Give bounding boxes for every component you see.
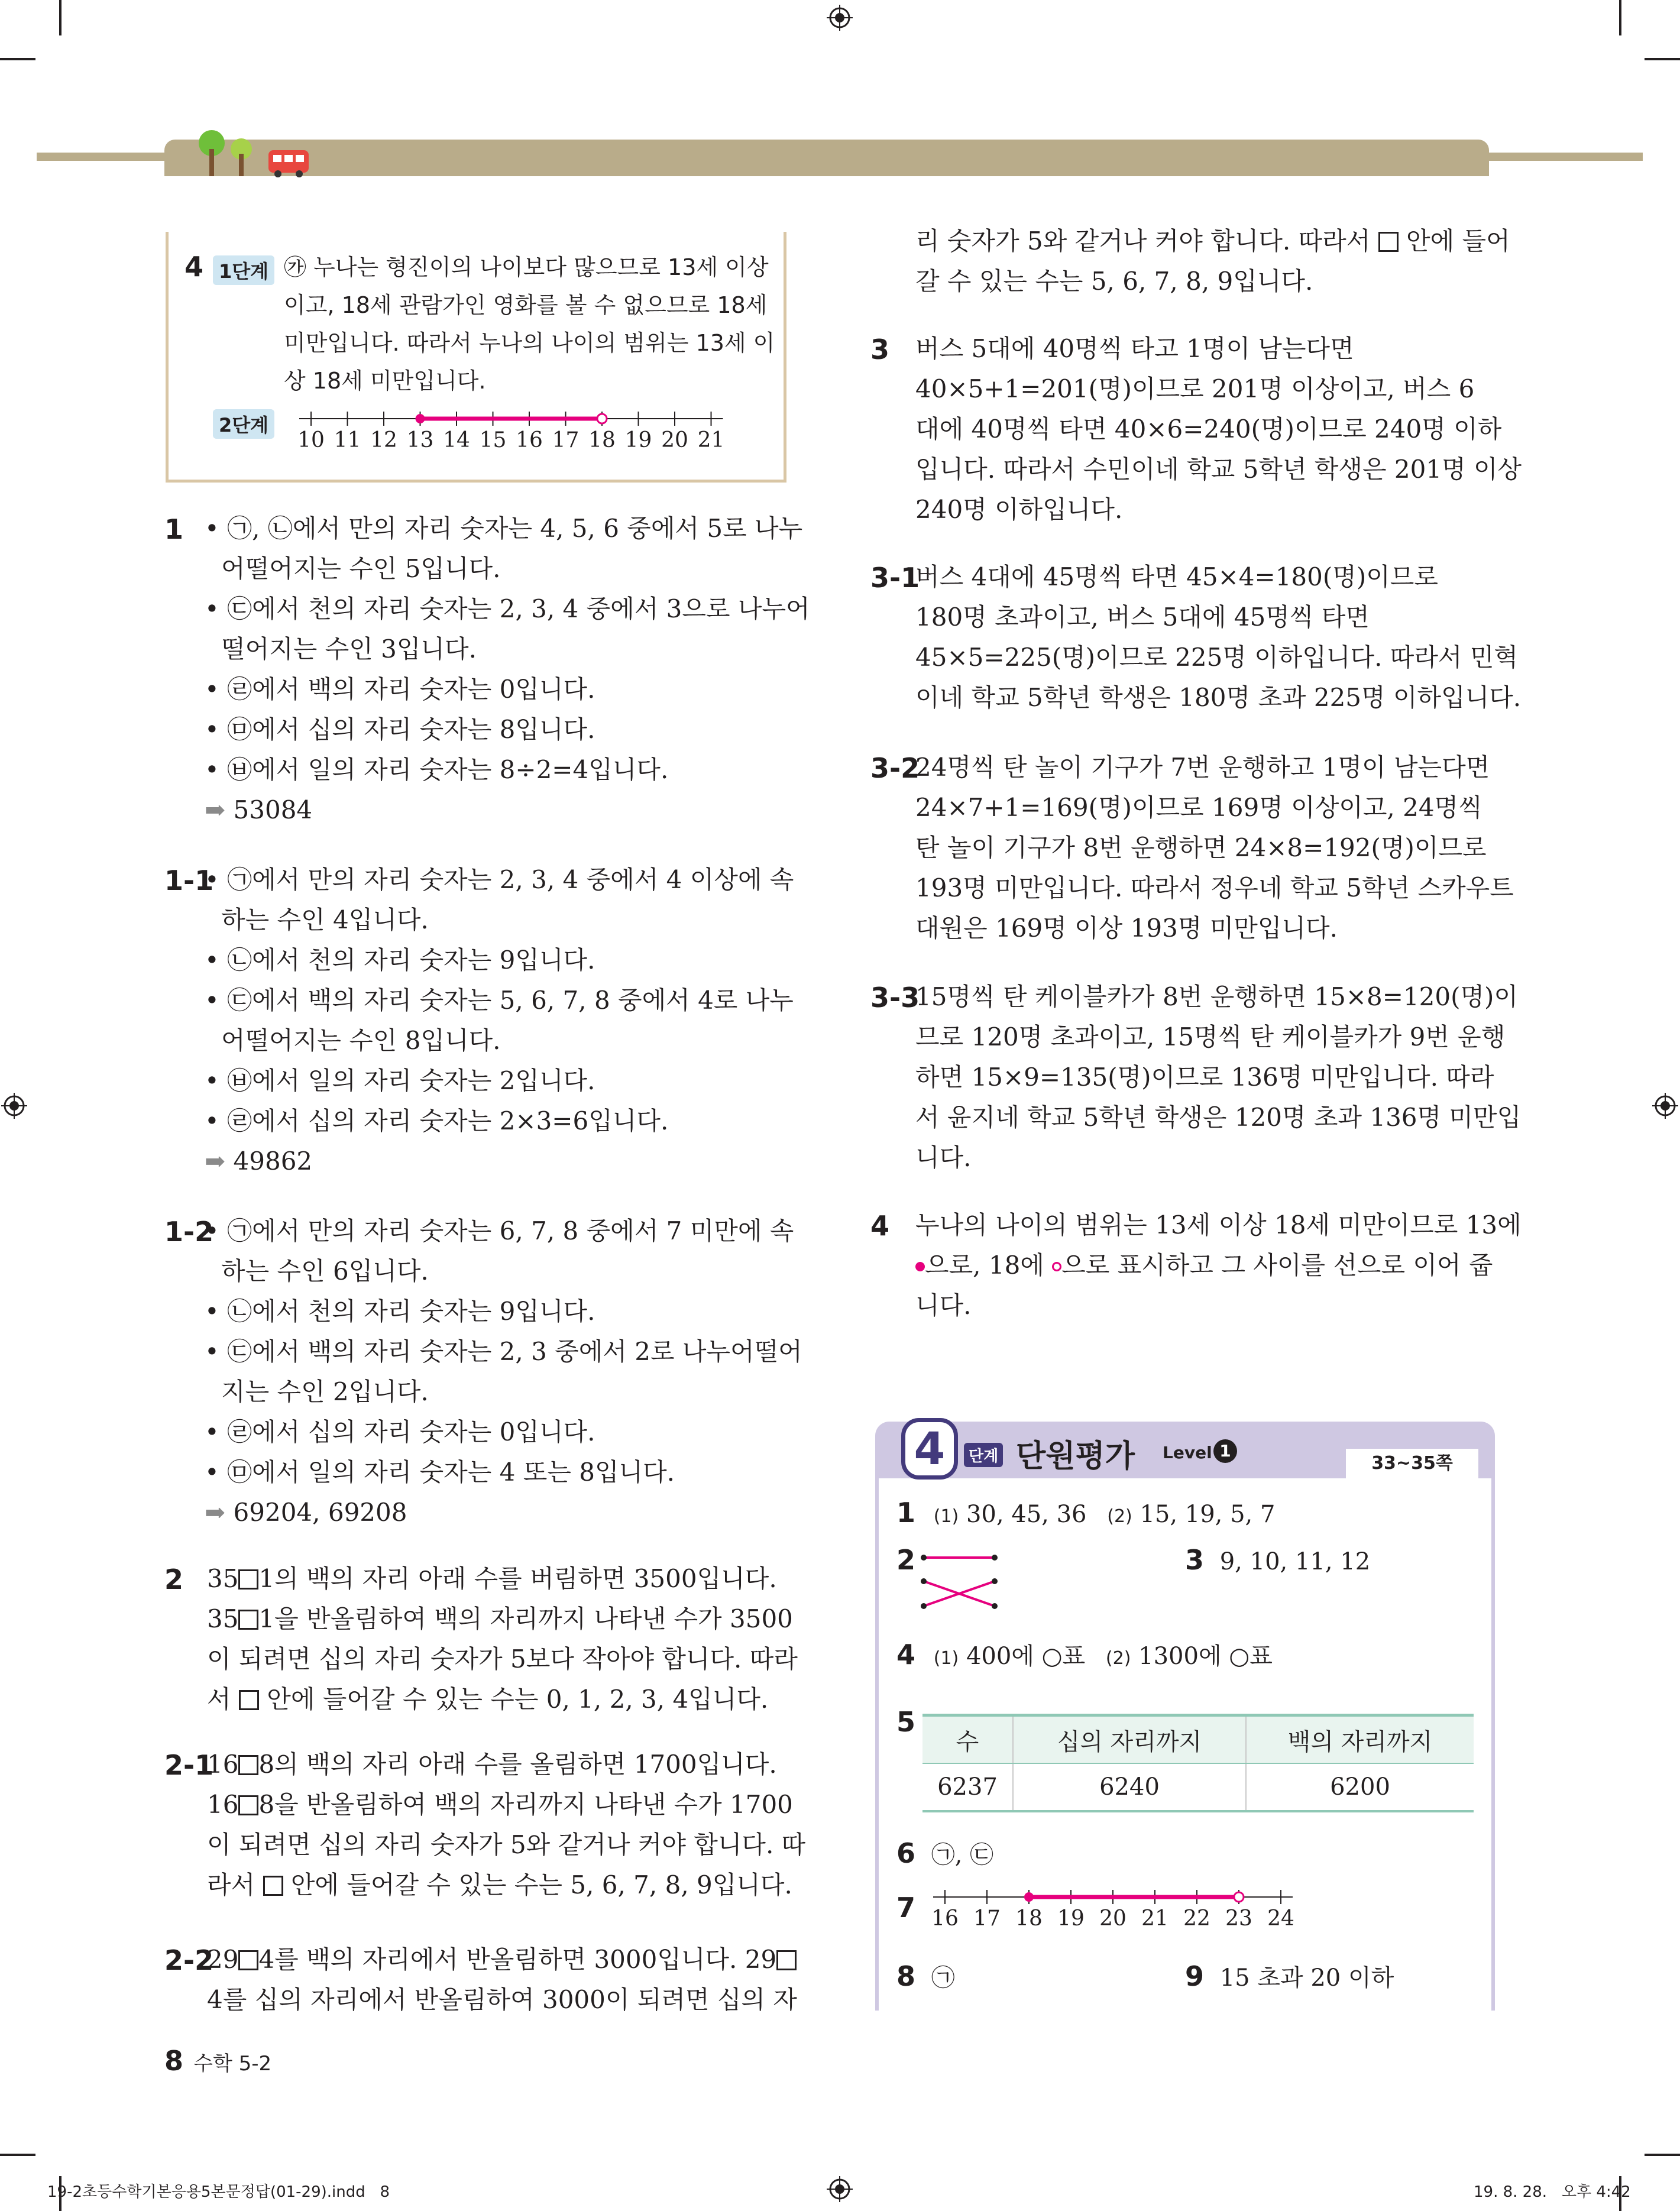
matching-lines xyxy=(918,1550,1001,1616)
answer-text: 1300에 ○표 xyxy=(1138,1643,1273,1670)
text-part: 35 xyxy=(207,1564,239,1593)
unit-eval-left-border xyxy=(875,1478,879,2011)
step1-tag: 1단계 xyxy=(213,255,274,285)
text-line xyxy=(207,1559,798,1599)
part-tag: (2) xyxy=(1107,1506,1132,1527)
answer-number: 9 xyxy=(1185,1960,1205,1992)
item-number: 1-1 xyxy=(164,865,214,896)
answer-text: 9, 10, 11, 12 xyxy=(1219,1548,1371,1575)
text-part: 4를 백의 자리에서 반올림하면 3000입니다. 29 xyxy=(258,1945,777,1974)
text-part: 1을 반올림하여 백의 자리까지 나타낸 수가 3500 xyxy=(258,1604,793,1633)
text-line: 240명 이하입니다. xyxy=(915,495,1123,524)
text-line: • ㉢에서 백의 자리 숫자는 5, 6, 7, 8 중에서 4로 나누 xyxy=(205,986,794,1015)
item-number: 2-1 xyxy=(164,1749,214,1781)
text-line xyxy=(207,1940,797,1980)
unit-eval-title: 단원평가 xyxy=(1016,1439,1135,1474)
step2-tag-wrap xyxy=(213,409,274,439)
part-tag: (2) xyxy=(1105,1648,1131,1669)
item-number: 3-3 xyxy=(870,982,920,1014)
text-line: 누나의 나이의 범위는 13세 이상 18세 미만이므로 13에 xyxy=(915,1210,1522,1239)
item-number: 3-1 xyxy=(870,562,920,594)
header-tab xyxy=(164,140,1489,176)
text-line xyxy=(207,1744,805,1785)
tick-label: 10 xyxy=(297,428,325,452)
text-part: 리 숫자가 5와 같거나 커야 합니다. 따라서 xyxy=(915,226,1378,255)
item-body xyxy=(915,557,1521,718)
text-line: • ㉣에서 십의 자리 숫자는 0입니다. xyxy=(205,1417,595,1446)
blank-box xyxy=(238,1950,258,1970)
text-line: 이고, 18세 관람가인 영화를 볼 수 없으므로 18세 xyxy=(284,292,768,318)
blank-box xyxy=(238,1610,258,1630)
answer-6 xyxy=(896,1833,993,1875)
page-footer-label xyxy=(164,2045,271,2077)
text-line: 버스 5대에 40명씩 타고 1명이 남는다면 xyxy=(915,334,1354,363)
crop-mark xyxy=(0,58,35,60)
answer-number: 7 xyxy=(896,1892,916,1924)
text-part: 라서 xyxy=(207,1870,263,1899)
answer-text: ㉠ xyxy=(931,1964,955,1992)
text-line xyxy=(207,1785,805,1825)
text-part: 서 xyxy=(207,1685,239,1714)
tick-label: 15 xyxy=(479,428,507,452)
answer-number: 3 xyxy=(1185,1544,1205,1576)
table-cell: 6237 xyxy=(922,1763,1013,1811)
text-line: 24명씩 탄 놀이 기구가 7번 운행하고 1명이 남는다면 xyxy=(915,753,1490,782)
table-row xyxy=(922,1763,1474,1811)
answer-number: 5 xyxy=(896,1706,916,1738)
text-line: 므로 120명 초과이고, 15명씩 탄 케이블카가 9번 운행 xyxy=(915,1022,1506,1051)
text-line: 이네 학교 5학년 학생은 180명 초과 225명 이하입니다. xyxy=(915,683,1522,712)
blank-box xyxy=(776,1950,797,1970)
part-tag: (1) xyxy=(933,1648,959,1669)
step-tag: 단계 xyxy=(964,1443,1003,1467)
number-line xyxy=(284,406,745,465)
tick-label: 18 xyxy=(1015,1906,1043,1931)
text-line: 이 되려면 십의 자리 숫자가 5와 같거나 커야 합니다. 따 xyxy=(207,1830,806,1859)
footer-filename: 19-2초등수학기본응용5본문정답(01-29).indd 8 xyxy=(47,2183,390,2201)
crop-mark xyxy=(1645,58,1680,60)
unit-eval-panel xyxy=(875,1422,1495,2016)
registration-mark-icon xyxy=(827,2176,853,2202)
text-line: • ㉡에서 천의 자리 숫자는 9입니다. xyxy=(205,1297,595,1326)
step-badge-number: 4 xyxy=(914,1422,946,1475)
text-line: • ㉠에서 만의 자리 숫자는 6, 7, 8 중에서 7 미만에 속 xyxy=(205,1216,794,1245)
tick-label: 16 xyxy=(516,428,543,452)
text-line: 24×7+1=169(명)이므로 169명 이상이고, 24명씩 xyxy=(915,793,1482,822)
text-line: • ㉣에서 십의 자리 숫자는 2×3=6입니다. xyxy=(205,1106,669,1135)
question-number: 4 xyxy=(184,251,204,283)
item-body xyxy=(207,1940,797,2020)
item-number: 3 xyxy=(870,334,890,365)
crop-mark xyxy=(0,2154,35,2156)
answer-text: 400에 ○표 xyxy=(966,1643,1086,1670)
text-line: 서 윤지네 학교 5학년 학생은 120명 초과 136명 미만입 xyxy=(915,1103,1522,1132)
blank-box xyxy=(1378,232,1399,252)
tick-label: 21 xyxy=(1141,1906,1168,1931)
table-cell: 6200 xyxy=(1330,1773,1390,1801)
footer-timestamp: 19. 8. 28. 오후 4:42 xyxy=(1474,2183,1631,2201)
tick-label: 18 xyxy=(588,428,616,452)
text-line: 40×5+1=201(명)이므로 201명 이상이고, 버스 6 xyxy=(915,374,1475,403)
arrow-icon: ➡ xyxy=(205,1498,234,1527)
text-line: 45×5=225(명)이므로 225명 이하입니다. 따라서 민혁 xyxy=(915,643,1518,672)
item-body xyxy=(205,860,794,1181)
text-part: 35 xyxy=(207,1604,239,1633)
text-line: 하는 수인 4입니다. xyxy=(221,905,429,934)
arrow-icon: ➡ xyxy=(205,1147,234,1176)
tick-label: 16 xyxy=(931,1906,959,1931)
text-line xyxy=(915,221,1510,261)
text-line xyxy=(915,1245,1522,1286)
text-line: 갈 수 있는 수는 5, 6, 7, 8, 9입니다. xyxy=(915,267,1313,296)
filled-dot-icon xyxy=(915,1262,925,1271)
item-number: 3-2 xyxy=(870,752,920,784)
answer-line xyxy=(205,1493,802,1533)
item-body xyxy=(915,747,1514,949)
text-line: 하면 15×9=135(명)이므로 136명 미만입니다. 따라 xyxy=(915,1063,1494,1092)
tree-icon xyxy=(195,125,260,179)
step-badge xyxy=(901,1418,958,1480)
tick-label: 17 xyxy=(552,428,580,452)
answer-3 xyxy=(1185,1540,1370,1582)
item-body xyxy=(205,1211,802,1533)
item-body xyxy=(915,1205,1522,1326)
text-line: • ㉠, ㉡에서 만의 자리 숫자는 4, 5, 6 중에서 5로 나누 xyxy=(205,514,803,543)
answer-4 xyxy=(896,1634,1273,1679)
filled-endpoint xyxy=(416,414,425,423)
item-body xyxy=(915,977,1521,1178)
text-line: 대에 40명씩 타면 40×6=240(명)이므로 240명 이하 xyxy=(915,415,1502,444)
text-line: 이 되려면 십의 자리 숫자가 5보다 작아야 합니다. 따라 xyxy=(207,1645,798,1673)
text-line xyxy=(207,1679,798,1720)
part-tag: (1) xyxy=(933,1506,959,1527)
page-number: 8 xyxy=(164,2045,184,2077)
text-line: 상 18세 미만입니다. xyxy=(284,368,486,394)
answer-number: 6 xyxy=(896,1837,916,1869)
text-line: 180명 초과이고, 버스 5대에 45명씩 타면 xyxy=(915,603,1370,632)
level-number-badge: 1 xyxy=(1213,1439,1237,1463)
item-body xyxy=(915,329,1522,530)
blank-box xyxy=(238,1569,258,1590)
bus-icon xyxy=(267,148,310,179)
text-line: 지는 수인 2입니다. xyxy=(221,1377,429,1406)
crop-mark xyxy=(59,0,61,35)
answer-line xyxy=(205,1141,794,1181)
text-line: • ㉤에서 십의 자리 숫자는 8입니다. xyxy=(205,715,595,744)
tick-label: 13 xyxy=(406,428,434,452)
text-line: • ㉡에서 천의 자리 숫자는 9입니다. xyxy=(205,946,595,975)
book-title: 수학 5-2 xyxy=(193,2052,272,2076)
blank-box xyxy=(238,1755,258,1775)
text-part: 8을 반올림하여 백의 자리까지 나타낸 수가 1700 xyxy=(258,1790,793,1819)
answer-text: ㉠, ㉢ xyxy=(931,1841,994,1869)
text-line: 미만입니다. 따라서 누나의 나이의 범위는 13세 이 xyxy=(284,330,775,356)
answer-number: 2 xyxy=(896,1544,916,1576)
item-body xyxy=(207,1744,805,1905)
item-number: 1 xyxy=(164,513,184,545)
text-part: 으로 표시하고 그 사이를 선으로 이어 줍 xyxy=(1061,1251,1493,1280)
step1-tag-wrap xyxy=(213,255,274,285)
text-line: 니다. xyxy=(915,1291,972,1320)
text-line: • ㉠에서 만의 자리 숫자는 2, 3, 4 중에서 4 이상에 속 xyxy=(205,865,794,894)
item-number: 1-2 xyxy=(164,1216,214,1248)
item-number: 2-2 xyxy=(164,1944,214,1976)
tick-label: 11 xyxy=(334,428,361,452)
continued-text xyxy=(915,221,1510,302)
item-body xyxy=(205,509,810,830)
answer-text: 15 초과 20 이하 xyxy=(1219,1964,1394,1992)
tick-label: 17 xyxy=(973,1906,1001,1931)
rounding-table xyxy=(922,1714,1474,1812)
table-cell: 6240 xyxy=(1013,1763,1246,1811)
text-line: 어떨어지는 수인 5입니다. xyxy=(221,554,501,583)
blank-box xyxy=(239,1690,259,1710)
open-endpoint xyxy=(1234,1892,1244,1902)
text-part: 1의 백의 자리 아래 수를 버림하면 3500입니다. xyxy=(258,1564,777,1593)
item-body xyxy=(207,1559,798,1720)
text-line xyxy=(207,1599,798,1639)
text-line: 버스 4대에 45명씩 타면 45×4=180(명)이므로 xyxy=(915,562,1438,591)
tick-label: 14 xyxy=(443,428,470,452)
registration-mark-icon xyxy=(1,1093,27,1119)
table-header-cell: 백의 자리까지 xyxy=(1246,1715,1474,1764)
filled-endpoint xyxy=(1024,1892,1034,1902)
answer-line xyxy=(205,790,810,830)
step1-text xyxy=(284,248,775,400)
page-range: 33~35쪽 xyxy=(1346,1449,1478,1478)
answer-5-number xyxy=(896,1702,915,1743)
text-part: 29 xyxy=(207,1945,239,1974)
table-header-cell: 수 xyxy=(922,1715,1013,1764)
step2-tag: 2단계 xyxy=(213,409,274,439)
text-line xyxy=(207,1865,805,1905)
answer-2 xyxy=(896,1540,915,1582)
text-line: 입니다. 따라서 수민이네 학교 5학년 학생은 201명 이상 xyxy=(915,455,1522,484)
text-line: 떨어지는 수인 3입니다. xyxy=(221,635,477,663)
answer-number: 1 xyxy=(896,1497,916,1529)
answer-7 xyxy=(896,1888,915,1930)
answer-9 xyxy=(1185,1956,1394,1998)
answer: 69204, 69208 xyxy=(233,1498,407,1527)
open-endpoint xyxy=(597,414,607,423)
text-line: 4를 십의 자리에서 반올림하여 3000이 되려면 십의 자 xyxy=(207,1985,797,2014)
blank-box xyxy=(263,1876,283,1896)
text-line: • ㉥에서 일의 자리 숫자는 2입니다. xyxy=(205,1066,595,1095)
table-header-row xyxy=(922,1715,1474,1764)
text-line: • ㉢에서 천의 자리 숫자는 2, 3, 4 중에서 3으로 나누어 xyxy=(205,594,810,623)
tick-label: 12 xyxy=(370,428,397,452)
text-line: 어떨어지는 수인 8입니다. xyxy=(221,1026,501,1055)
text-line: • ㉤에서 일의 자리 숫자는 4 또는 8입니다. xyxy=(205,1458,675,1487)
tick-label: 23 xyxy=(1225,1906,1252,1931)
crop-mark xyxy=(1619,0,1621,35)
tick-label: 19 xyxy=(1057,1906,1085,1931)
text-line: • ㉣에서 백의 자리 숫자는 0입니다. xyxy=(205,675,595,704)
text-part: 16 xyxy=(207,1790,239,1819)
tick-label: 20 xyxy=(661,428,688,452)
answer: 53084 xyxy=(233,795,313,824)
open-dot-icon xyxy=(1052,1262,1061,1271)
item-number: 2 xyxy=(164,1563,184,1595)
tick-label: 19 xyxy=(624,428,652,452)
text-line: 니다. xyxy=(915,1143,972,1172)
tick-label: 21 xyxy=(697,428,725,452)
crop-mark xyxy=(1645,2154,1680,2156)
answer-text: 15, 19, 5, 7 xyxy=(1140,1501,1276,1528)
answer-number: 4 xyxy=(896,1639,916,1671)
text-part: 안에 들어갈 수 있는 수는 0, 1, 2, 3, 4입니다. xyxy=(258,1685,769,1714)
registration-mark-icon xyxy=(827,5,853,31)
answer: 49862 xyxy=(233,1147,313,1176)
text-line: 대원은 169명 이상 193명 미만입니다. xyxy=(915,914,1338,943)
text-line: • ㉥에서 일의 자리 숫자는 8÷2=4입니다. xyxy=(205,755,669,784)
answer-1 xyxy=(896,1493,1275,1537)
text-part: 16 xyxy=(207,1750,239,1779)
text-line: 탄 놀이 기구가 8번 운행하면 24×8=192(명)이므로 xyxy=(915,833,1487,862)
item-number: 4 xyxy=(870,1210,890,1242)
text-part: 안에 들어갈 수 있는 수는 5, 6, 7, 8, 9입니다. xyxy=(283,1870,792,1899)
number-line xyxy=(928,1884,1354,1941)
tick-label: 20 xyxy=(1099,1906,1127,1931)
text-line: 하는 수인 6입니다. xyxy=(221,1257,429,1286)
level-label: Level xyxy=(1163,1443,1212,1462)
answer-text: 30, 45, 36 xyxy=(966,1501,1087,1528)
arrow-icon: ➡ xyxy=(205,795,234,824)
text-line: 15명씩 탄 케이블카가 8번 운행하면 15×8=120(명)이 xyxy=(915,982,1518,1011)
table-header-cell: 십의 자리까지 xyxy=(1013,1715,1246,1764)
unit-eval-right-border xyxy=(1491,1478,1495,2011)
tick-label: 22 xyxy=(1183,1906,1210,1931)
answer-number: 8 xyxy=(896,1960,916,1992)
text-line: • ㉢에서 백의 자리 숫자는 2, 3 중에서 2로 나누어떨어 xyxy=(205,1337,802,1366)
answer-8 xyxy=(896,1956,955,1998)
text-line: 193명 미만입니다. 따라서 정우네 학교 5학년 스카우트 xyxy=(915,873,1514,902)
tick-label: 24 xyxy=(1267,1906,1294,1931)
registration-mark-icon xyxy=(1652,1093,1678,1119)
blank-box xyxy=(238,1795,258,1815)
text-part: 8의 백의 자리 아래 수를 올림하면 1700입니다. xyxy=(258,1750,777,1779)
text-part: 안에 들어 xyxy=(1398,226,1510,255)
text-part: 으로, 18에 xyxy=(925,1251,1053,1280)
text-line: ㉮ 누나는 형진이의 나이보다 많으므로 13세 이상 xyxy=(284,254,769,280)
